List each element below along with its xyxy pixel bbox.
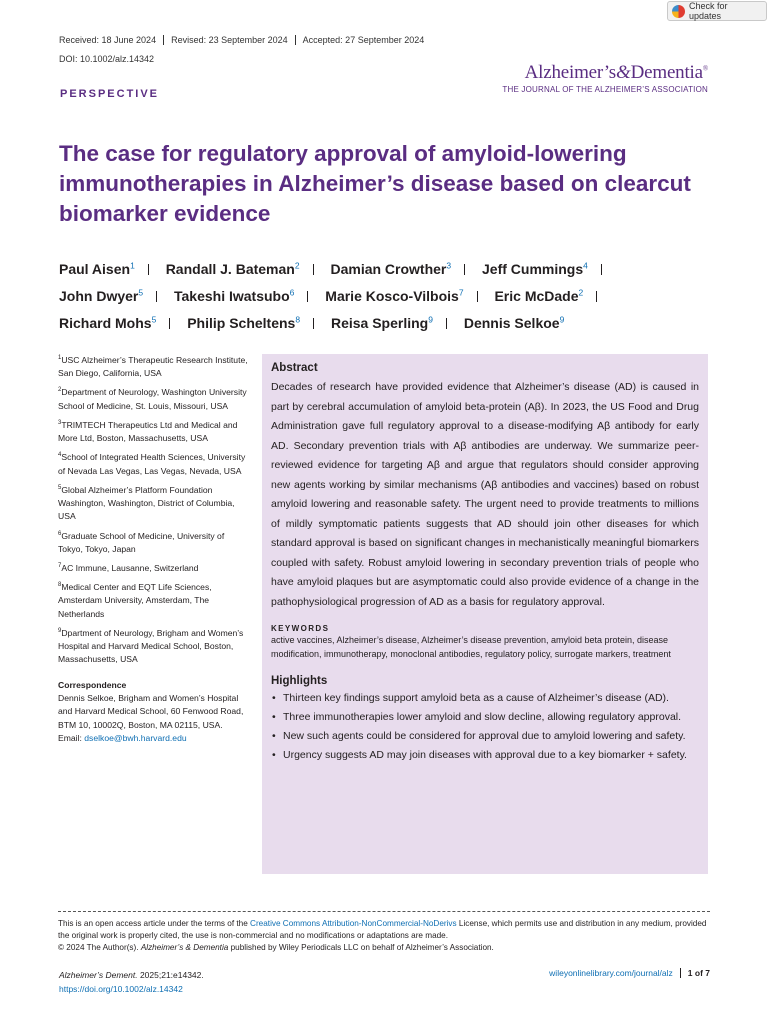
author-affiliation-ref[interactable]: 2 <box>294 260 300 270</box>
author-separator <box>464 264 465 275</box>
author-list <box>59 254 709 335</box>
journal-logo <box>502 62 708 94</box>
author-name: Randall J. Bateman$^2$ <box>165 260 300 277</box>
author-name: Reisa Sperling$^9$ <box>330 314 433 331</box>
author-name: Philip Scheltens$^8$ <box>187 314 301 331</box>
footer-right <box>549 968 710 978</box>
highlight-item: • Thirteen key findings support amyloid beta as a cause of Alzheimer’s disease (AD). <box>271 689 699 708</box>
author-affiliation-ref[interactable]: 6 <box>289 287 295 298</box>
email-link[interactable]: dselkoe@bwh.harvard.edu <box>84 732 187 743</box>
author-name: Takeshi Iwatsubo$^6$ <box>173 287 295 304</box>
author-affiliation-ref[interactable]: 8 <box>295 314 301 325</box>
affiliation-item: $^9$Dpartment of Neurology, Brigham and Women’s Hospital and Harvard Medical School, Boston, Massachusetts, USA <box>58 627 244 665</box>
affiliation-item: $^6$Graduate School of Medicine, University of Tokyo, Tokyo, Japan <box>58 530 225 554</box>
correspondence-text: Dennis Selkoe, Brigham and Women’s Hospital and Harvard Medical School, 60 Fenwood Road, BTM 10, 10002Q, Boston, MA 02115, USA. <box>58 692 244 730</box>
accepted-date: Accepted: 27 September 2024 <box>302 35 425 45</box>
author-separator <box>156 291 157 302</box>
author-affiliation-ref[interactable]: 5 <box>151 314 157 325</box>
author-name: Jeff Cummings$^4$ <box>482 260 588 277</box>
article-title: The case for regulatory approval of amyloid-lowering immunotherapies in Alzheimer’s disease based on clearcut biomarker evidence <box>59 141 691 226</box>
article-dates <box>59 35 438 45</box>
abstract-text: Decades of research have provided evidence that Alzheimer’s disease (AD) is caused in part by cerebral accumulation of amyloid beta-protein (Aβ). In 2023, the US Food and Drug Administration gave full regulatory approval to a disease-modifying Aβ antibody for early AD. Secondary prevention trials with Aβ antibodies are underway. We summarize peer-reviewed evidence for targeting Aβ and argue that regulators should consider approving new agents working by similar mechanisms (Aβ antibodies and vaccines) based on robust amyloid lowering and reasonable safety. The urgent need to provide treatments to millions of mildly symptomatic patients suggests that AD should join other diseases for which standard approval is based on significant changes in mechanistically meaningful biomarkers coupled with safety. Robust amyloid lowering in secondary prevention trials of people who have amyloid plaques but are asymptomatic could also provide evidence of a change in the pathophysiological progression of AD as a basis for regulatory approval. <box>271 381 699 608</box>
footer-citation: Alzheimer’s Dement. 2025;21:e14342. https://doi.org/10.1002/alz.14342 <box>59 970 204 994</box>
author-name: John Dwyer$^5$ <box>59 287 144 304</box>
affiliation-item: $^3$TRIMTECH Therapeutics Ltd and Medical and More Ltd, Boston, Massachusetts, USA <box>58 419 238 444</box>
correspondence-heading: Correspondence <box>58 679 127 690</box>
author-name: Marie Kosco-Vilbois$^7$ <box>325 287 464 304</box>
copyright-line: © 2024 The Author(s). Alzheimer’s & Dementia published by Wiley Periodicals LLC on behalf of Alzheimer’s Association. <box>58 943 494 953</box>
keywords-heading: KEYWORDS <box>271 624 330 633</box>
license-notice: This is an open access article under the terms of the Creative Commons Attribution-NonCommercial-NoDerivs License, which permits use and distribution in any medium, provided the original work is properly cited, the use is non-commercial and no modifications or adaptations are made. © 2024 The Author(s). Alzheimer’s & Dementia published by Wiley Periodicals LLC on behalf of Alzheimer’s Association. <box>58 918 710 955</box>
author-name: Eric McDade$^2$ <box>494 287 584 304</box>
doi-header: DOI: 10.1002/alz.14342 <box>59 54 155 64</box>
highlights-list <box>271 689 699 765</box>
author-separator <box>601 264 602 275</box>
abstract-box <box>262 354 708 874</box>
correspondence-email: Email: dselkoe@bwh.harvard.edu <box>58 732 187 743</box>
author-separator <box>477 291 478 302</box>
affiliation-item: $^7$AC Immune, Lausanne, Switzerland <box>58 562 199 573</box>
journal-site-link[interactable]: wileyonlinelibrary.com/journal/alz <box>549 968 673 978</box>
author-name: Damian Crowther$^3$ <box>330 260 452 277</box>
license-divider <box>58 911 710 912</box>
author-name: Dennis Selkoe$^9$ <box>463 314 565 331</box>
author-affiliation-ref[interactable]: 7 <box>458 287 464 298</box>
doi-link[interactable]: https://doi.org/10.1002/alz.14342 <box>59 984 183 994</box>
author-affiliation-ref[interactable]: 1 <box>130 260 135 270</box>
author-affiliation-ref[interactable]: 9 <box>559 314 565 325</box>
affiliation-item: $^5$Global Alzheimer’s Platform Foundation Washington, Washington, District of Columbia, USA <box>58 484 235 522</box>
author-separator <box>313 318 314 329</box>
check-for-updates-label: Check for updates <box>689 1 728 21</box>
received-date: Received: 18 June 2024 <box>59 35 164 45</box>
affiliation-item: $^4$School of Integrated Health Sciences, University of Nevada Las Vegas, Las Vegas, Nevada, USA <box>58 452 246 476</box>
affiliations <box>58 352 248 745</box>
journal-name: Alzheimer’s&Dementia® <box>524 62 708 83</box>
author-separator <box>169 318 170 329</box>
highlight-item: • Urgency suggests AD may join diseases with approval due to a key biomarker + safety. <box>271 746 699 765</box>
affiliation-item: $^8$Medical Center and EQT Life Sciences, Amsterdam University, Amsterdam, The Netherlands <box>58 582 212 619</box>
crossmark-icon <box>672 5 685 18</box>
highlight-item: • Three immunotherapies lower amyloid and slow decline, allowing regulatory approval. <box>271 708 699 727</box>
highlights-heading: Highlights <box>271 675 328 687</box>
author-separator <box>148 264 149 275</box>
author-name: Paul Aisen$^1$ <box>59 260 135 277</box>
journal-subtitle: THE JOURNAL OF THE ALZHEIMER’S ASSOCIATION <box>502 85 708 94</box>
author-separator <box>446 318 447 329</box>
author-separator <box>313 264 314 275</box>
license-link[interactable]: Creative Commons Attribution-NonCommercial-NoDerivs <box>250 919 457 928</box>
author-affiliation-ref[interactable]: 3 <box>446 260 452 270</box>
author-affiliation-ref[interactable]: 4 <box>583 260 588 270</box>
highlight-item: • New such agents could be considered for approval due to amyloid lowering and safety. <box>271 727 699 746</box>
affiliation-item: $^1$USC Alzheimer’s Therapeutic Research Institute, San Diego, California, USA <box>58 354 248 379</box>
affiliation-item: $^2$Department of Neurology, Washington University School of Medicine, St. Louis, Missouri, USA <box>58 387 247 411</box>
abstract-heading: Abstract <box>271 362 318 374</box>
keywords-text: active vaccines, Alzheimer’s disease, Alzheimer’s disease prevention, amyloid beta protein, disease modification, immunotherapy, monoclonal antibodies, regulatory policy, surrogate markers, treatment <box>271 635 671 659</box>
check-for-updates-button[interactable] <box>667 1 767 21</box>
author-separator <box>596 291 597 302</box>
article-type: PERSPECTIVE <box>60 88 160 100</box>
author-affiliation-ref[interactable]: 9 <box>428 314 433 325</box>
author-name: Richard Mohs$^5$ <box>59 314 157 331</box>
author-affiliation-ref[interactable]: 2 <box>578 287 584 298</box>
author-separator <box>307 291 308 302</box>
page-number: 1 of 7 <box>680 968 710 978</box>
revised-date: Revised: 23 September 2024 <box>171 35 296 45</box>
author-affiliation-ref[interactable]: 5 <box>138 287 144 298</box>
